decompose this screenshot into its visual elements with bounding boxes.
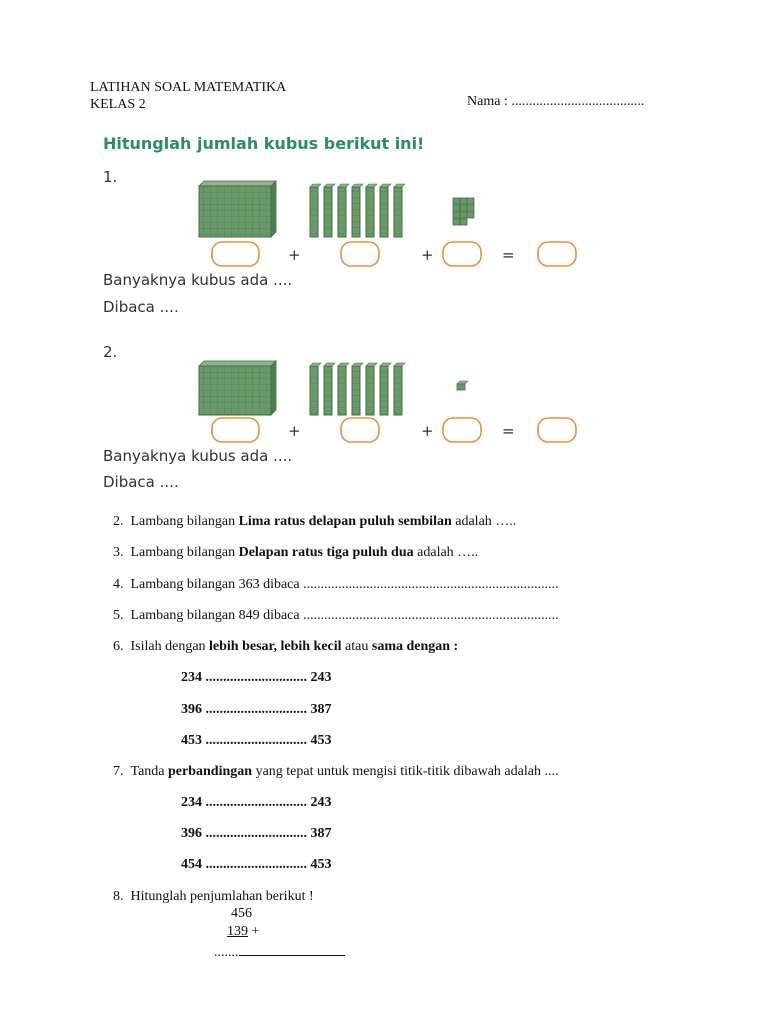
name-field[interactable]: Nama : ...................................... (467, 94, 645, 109)
question-4 (113, 577, 559, 593)
addend-bottom-row (227, 924, 259, 940)
plus-sign: + (421, 422, 434, 440)
question-6 (113, 639, 458, 655)
question-text: adalah ….. (413, 545, 479, 560)
question-text: Lambang bilangan 363 dibaca ......................................................................... (130, 577, 559, 592)
comparison-item[interactable]: 453 ............................. 453 (181, 733, 332, 748)
instruction-heading: Hitunglah jumlah kubus berikut ini! (103, 134, 425, 153)
comparison-item[interactable]: 396 ............................. 387 (181, 702, 332, 717)
answer-box-2c[interactable] (443, 418, 481, 442)
equals-sign: = (502, 246, 515, 264)
question-number: 4. (113, 577, 124, 592)
question-number: 6. (113, 639, 124, 654)
question-text: adalah ….. (451, 514, 517, 529)
comparison-item[interactable]: 396 ............................. 387 (181, 826, 332, 841)
sum-answer-field[interactable] (214, 943, 345, 961)
plus-sign: + (421, 246, 434, 264)
question-text: yang tepat untuk mengisi titik-titik dibawah adalah .... (252, 764, 559, 779)
worksheet-title: LATIHAN SOAL MATEMATIKA (90, 80, 287, 95)
worksheet-class: KELAS 2 (90, 97, 146, 112)
question-5 (113, 608, 559, 624)
question-3 (113, 545, 478, 561)
question-text: Hitunglah penjumlahan berikut ! (130, 889, 314, 904)
problem-2-read-text: Dibaca .... (103, 473, 179, 491)
answer-box-1d[interactable] (538, 242, 576, 266)
question-text: atau (341, 639, 372, 654)
question-number: 7. (113, 764, 124, 779)
plus-sign: + (248, 924, 260, 939)
question-bold: Delapan ratus tiga puluh dua (238, 545, 414, 560)
problem-1-count-text: Banyaknya kubus ada .... (103, 271, 293, 289)
answer-box-2b[interactable] (341, 418, 379, 442)
question-number: 3. (113, 545, 124, 560)
answer-box-2a[interactable] (212, 418, 259, 442)
answer-box-1a[interactable] (212, 242, 259, 266)
comparison-item[interactable]: 234 ............................. 243 (181, 670, 332, 685)
problem-1-cubes (199, 181, 576, 266)
question-bold: Lima ratus delapan puluh sembilan (238, 514, 452, 529)
question-bold: perbandingan (168, 764, 253, 779)
tens-rods-1 (310, 184, 405, 237)
addend-top: 456 (231, 906, 252, 921)
equals-sign: = (502, 422, 515, 440)
question-bold: lebih besar, lebih kecil (209, 639, 342, 654)
plus-sign: + (288, 422, 301, 440)
problem-1-read-text: Dibaca .... (103, 298, 179, 316)
problem-2-cubes (199, 361, 576, 442)
hundred-flat-1 (199, 181, 276, 237)
addend-bottom: 139 (227, 924, 248, 939)
unit-cubes-1 (453, 198, 474, 225)
tens-rods-2 (310, 363, 405, 415)
comparison-item[interactable]: 234 ............................. 243 (181, 795, 332, 810)
question-number: 2. (113, 514, 124, 529)
problem-2-number: 2. (103, 343, 118, 361)
sum-answer-dots: ....... (214, 945, 239, 960)
cube-diagrams (0, 0, 768, 500)
comparison-item[interactable]: 454 ............................. 453 (181, 857, 332, 872)
question-8 (113, 889, 314, 905)
question-text: Lambang bilangan (130, 545, 239, 560)
question-text: Tanda (130, 764, 169, 779)
question-text: Lambang bilangan 849 dibaca ......................................................................... (130, 608, 559, 623)
answer-underline (239, 943, 345, 956)
problem-1-number: 1. (103, 168, 118, 186)
unit-cube-2 (457, 381, 468, 390)
hundred-flat-2 (199, 361, 276, 415)
plus-sign: + (288, 246, 301, 264)
question-text: Lambang bilangan (130, 514, 239, 529)
question-text: Isilah dengan (130, 639, 210, 654)
problem-2-count-text: Banyaknya kubus ada .... (103, 447, 293, 465)
question-number: 5. (113, 608, 124, 623)
answer-box-1c[interactable] (443, 242, 481, 266)
answer-box-2d[interactable] (538, 418, 576, 442)
question-bold: sama dengan : (371, 639, 459, 654)
question-7 (113, 764, 558, 780)
answer-box-1b[interactable] (341, 242, 379, 266)
question-number: 8. (113, 889, 124, 904)
question-2 (113, 514, 516, 530)
